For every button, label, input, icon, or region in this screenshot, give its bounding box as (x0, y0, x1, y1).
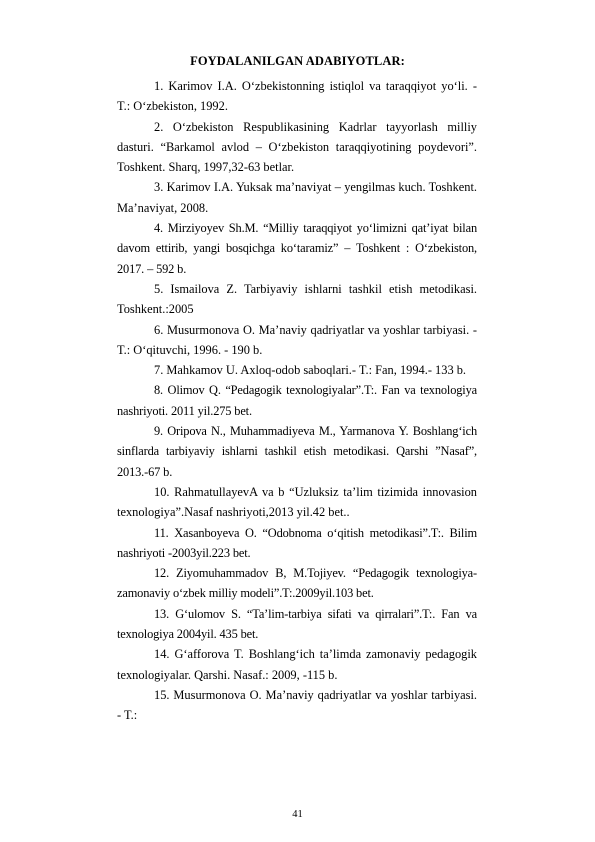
reference-list (117, 76, 477, 726)
reference-item: 9. Oripova N., Muhammadiyeva M., Yarmanova Y. Boshlang‘ich sinflarda tarbiyaviy ishlarni tashkil etish metodikasi. Qarshi ”Nasaf”, 2013.-67 b. (117, 424, 477, 479)
page-title: FOYDALANILGAN ADABIYOTLAR: (190, 54, 405, 68)
reference-item: 3. Karimov I.A. Yuksak ma’naviyat – yengilmas kuch. Toshkent. Ma’naviyat, 2008. (117, 180, 477, 215)
reference-item: 12. Ziyomuhammadov B, M.Tojiyev. “Pedagogik texnologiya-zamonaviy o‘zbek milliy modeli”.T:.2009yil.103 bet. (117, 566, 477, 601)
page-number: 41 (292, 809, 303, 820)
reference-item: 2. O‘zbekiston Respublikasining Kadrlar tayyorlash milliy dasturi. “Barkamol avlod – O‘zbekiston taraqqiyotining poydevori”. Toshkent. Sharq, 1997,32-63 betlar. (117, 119, 477, 175)
reference-item: 5. Ismailova Z. Tarbiyaviy ishlarni tashkil etish metodikasi. Toshkent.:2005 (117, 281, 477, 317)
reference-item: 13. G‘ulomov S. “Ta’lim-tarbiya sifati va qirralari”.T:. Fan va texnologiya 2004yil. 435 bet. (117, 606, 477, 642)
reference-item: 8. Olimov Q. “Pedagogik texnologiyalar”.T:. Fan va texnologiya nashriyoti. 2011 yil.275 bet. (117, 383, 477, 418)
reference-item: 14. G‘afforova T. Boshlang‘ich ta’limda zamonaviy pedagogik texnologiyalar. Qarshi. Nasaf.: 2009, -115 b. (117, 647, 477, 682)
reference-item: 6. Musurmonova O. Ma’naviy qadriyatlar va yoshlar tarbiyasi. - T.: O‘qituvchi, 1996. - 190 b. (117, 322, 477, 357)
reference-item: 7. Mahkamov U. Axloq-odob saboqlari.- T.: Fan, 1994.- 133 b. (154, 363, 467, 378)
reference-item: 1. Karimov I.A. O‘zbekistonning istiqlol va taraqqiyot yo‘li. - T.: O‘zbekiston, 1992. (117, 79, 477, 114)
reference-item: 11. Xasanboyeva O. “Odobnoma o‘qitish metodikasi”.T:. Bilim nashriyoti -2003yil.223 bet. (117, 525, 477, 560)
reference-item: 4. Mirziyoyev Sh.M. “Milliy taraqqiyot yo‘limizni qat’iyat bilan davom ettirib, yangi bosqichga ko‘taramiz” – Toshkent : O‘zbekiston, 2017. – 592 b. (117, 221, 477, 276)
reference-item: 15. Musurmonova O. Ma’naviy qadriyatlar va yoshlar tarbiyasi. - T.: (117, 687, 477, 723)
reference-item: 10. RahmatullayevA va b “Uzluksiz ta’lim tizimida innovasion texnologiya”.Nasaf nashriyoti,2013 yil.42 bet.. (117, 484, 477, 520)
